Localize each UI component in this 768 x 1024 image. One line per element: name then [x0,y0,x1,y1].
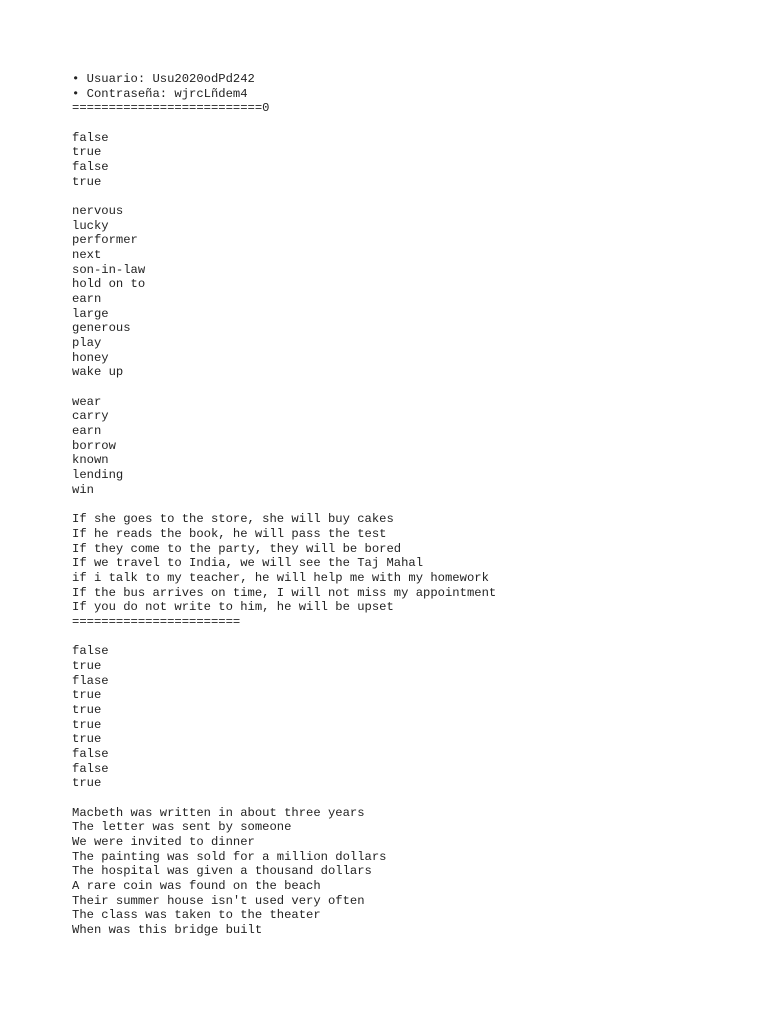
answer-line: Their summer house isn't used very often [72,893,365,908]
answer-line: true [72,732,102,747]
answer-line: large [72,306,109,321]
answer-line: lending [72,468,124,483]
answer-line: earn [72,424,102,439]
answer-line: If you do not write to him, he will be upset [72,600,394,615]
answer-line: hold on to [72,277,146,292]
answer-line: Macbeth was written in about three years [72,805,365,820]
answer-line: lucky [72,218,109,233]
blank-line [72,791,732,806]
separator-line: ==========================0 [72,101,270,116]
answer-line: false [72,160,109,175]
section-tf1 [72,131,732,204]
answer-line: borrow [72,438,116,453]
answer-line: If he reads the book, he will pass the test [72,526,387,541]
blank-line [72,497,732,512]
answer-line: false [72,130,109,145]
password-line: • Contraseña: wjrcLñdem4 [72,86,248,101]
answer-line: If they come to the party, they will be bored [72,541,402,556]
answer-line: flase [72,673,109,688]
answer-line: false [72,761,109,776]
answer-line: true [72,717,102,732]
section-tf2 [72,644,732,805]
answer-line: The painting was sold for a million dollars [72,849,387,864]
answer-line: The letter was sent by someone [72,820,292,835]
blank-line [72,380,732,395]
answer-line: earn [72,292,102,307]
answer-line: When was this bridge built [72,922,263,937]
section-vocab2 [72,395,732,512]
answer-line: son-in-law [72,262,146,277]
answer-line: The class was taken to the theater [72,908,321,923]
answer-line: false [72,746,109,761]
answer-line: If she goes to the store, she will buy cakes [72,512,394,527]
section-conditionals [72,512,732,644]
answer-line: play [72,336,102,351]
answer-line: true [72,776,102,791]
answer-line: next [72,248,102,263]
section-vocab1 [72,204,732,395]
answer-line: true [72,702,102,717]
answer-line: We were invited to dinner [72,834,255,849]
answer-line: generous [72,321,131,336]
answer-line: true [72,174,102,189]
answer-line: honey [72,350,109,365]
answer-line: ======================= [72,614,241,629]
document-page [72,72,732,938]
answer-line: The hospital was given a thousand dollars [72,864,372,879]
section-passive [72,806,732,938]
username-line: • Usuario: Usu2020odPd242 [72,72,255,86]
answer-line: true [72,658,102,673]
answer-line: wear [72,394,102,409]
answer-line: carry [72,409,109,424]
answer-line: false [72,644,109,659]
answer-line: nervous [72,204,124,219]
answer-line: true [72,145,102,160]
blank-line [72,189,732,204]
answer-line: If we travel to India, we will see the Taj Mahal [72,556,424,571]
answer-sections [72,131,732,938]
blank-line [72,630,732,645]
answer-line: A rare coin was found on the beach [72,878,321,893]
answer-line: if i talk to my teacher, he will help me with my homework [72,570,489,585]
answer-line: If the bus arrives on time, I will not miss my appointment [72,585,497,600]
answer-line: wake up [72,365,124,380]
blank-line [72,116,732,131]
answer-line: known [72,453,109,468]
answer-line: win [72,482,94,497]
answer-line: performer [72,233,138,248]
answer-line: true [72,688,102,703]
